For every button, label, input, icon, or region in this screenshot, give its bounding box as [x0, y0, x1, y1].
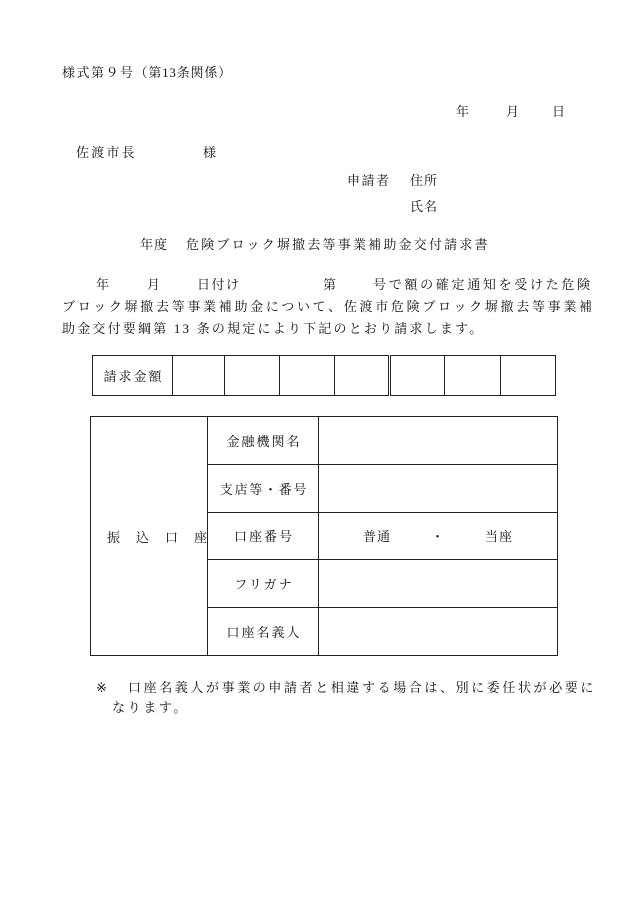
note-line1: 口座名義人が事業の申請者と相違する場合は、別に委任状が必要に	[128, 680, 597, 695]
branch-number-value-cell	[319, 464, 558, 512]
page-title: 危険ブロック塀撤去等事業補助金交付請求書	[186, 237, 490, 252]
bank-account-table	[90, 416, 558, 656]
form-number	[62, 65, 232, 81]
addressee-honorific: 様	[203, 145, 217, 160]
date-month-label: 月	[506, 104, 520, 119]
body-day-label: 日付け	[197, 277, 241, 292]
amount-digit-cell	[390, 356, 445, 396]
date-day-label: 日	[552, 104, 566, 119]
applicant-name-label: 氏名	[410, 199, 439, 214]
note-mark: ※	[96, 680, 107, 695]
transfer-account-label: 振込口座	[91, 417, 208, 656]
addressee-name: 佐渡市長	[76, 145, 137, 160]
account-type-cell	[319, 512, 558, 560]
body-year-label: 年	[96, 277, 110, 292]
amount-row	[93, 356, 556, 396]
amount-digit-cell	[445, 356, 501, 396]
furigana-label: フリガナ	[208, 560, 319, 608]
body-line1-rest: 号で額の確定通知を受けた危険	[373, 277, 593, 292]
amount-label: 請求金額	[93, 356, 173, 396]
body-number-prefix: 第	[323, 277, 337, 292]
account-type-options	[319, 526, 557, 545]
form-number-label: 様式第９号	[62, 65, 135, 80]
bank-name-label: 金融機関名	[208, 417, 319, 465]
note-line2: なります。	[112, 700, 189, 715]
amount-table	[92, 355, 556, 396]
title-year-label: 年度	[140, 237, 169, 252]
table-row	[91, 417, 558, 465]
account-type-current: 当座	[485, 529, 514, 545]
account-type-ordinary: 普通	[362, 529, 391, 545]
account-number-label: 口座番号	[208, 512, 319, 560]
branch-number-label: 支店等・番号	[208, 464, 319, 512]
applicant-address-label: 住所	[410, 173, 439, 188]
body-line2: ブロック塀撤去等事業補助金について、佐渡市危険ブロック塀撤去等事業補	[62, 299, 595, 314]
body-month-label: 月	[147, 277, 161, 292]
amount-digit-cell	[280, 356, 335, 396]
applicant-label: 申請者	[347, 173, 391, 188]
amount-digit-cell	[225, 356, 280, 396]
bank-name-value-cell	[319, 417, 558, 465]
amount-digit-cell	[501, 356, 556, 396]
amount-digit-cell	[173, 356, 225, 396]
body-line3: 助金交付要綱第 13 条の規定により下記のとおり請求します。	[62, 321, 485, 336]
account-type-separator: ・	[430, 529, 445, 545]
form-article-label: （第13条関係）	[134, 65, 232, 80]
furigana-value-cell	[319, 560, 558, 608]
account-holder-label: 口座名義人	[208, 608, 319, 656]
account-holder-value-cell	[319, 608, 558, 656]
date-year-label: 年	[456, 104, 470, 119]
amount-digit-cell	[335, 356, 390, 396]
